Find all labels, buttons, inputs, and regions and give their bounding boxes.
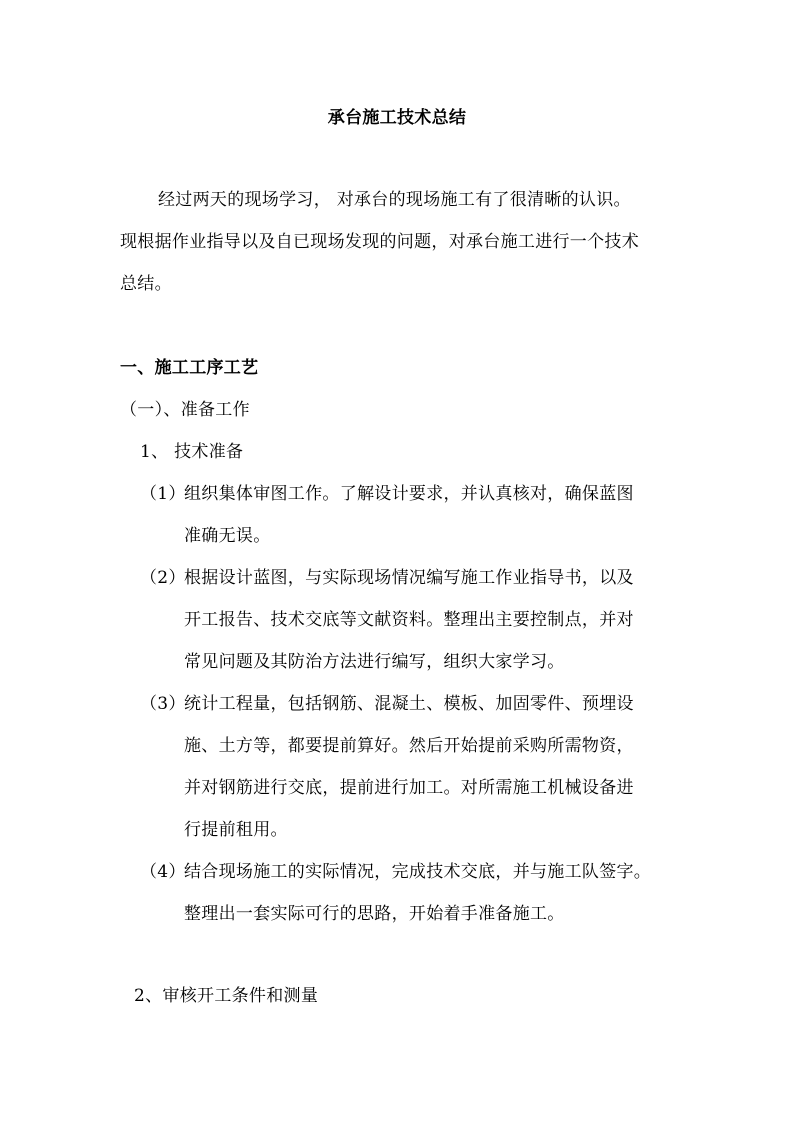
point-line: 开工报告、技术交底等文献资料。整理出主要控制点，并对: [184, 610, 634, 630]
point-line: 整理出一套实际可行的思路，开始着手准备施工。: [184, 904, 565, 924]
point-line: 准确无误。: [184, 526, 271, 546]
intro-line-3: 总结。: [120, 274, 172, 294]
intro-line-1: 经过两天的现场学习， 对承台的现场施工有了很清晰的认识。: [158, 190, 631, 210]
point-line: 施、土方等，都要提前算好。然后开始提前采购所需物资，: [184, 736, 634, 756]
point-line: 常见问题及其防治方法进行编写，组织大家学习。: [184, 652, 565, 672]
item-heading-1: 1、 技术准备: [140, 442, 244, 462]
page-title: 承台施工技术总结: [327, 108, 467, 128]
point-line: 统计工程量，包括钢筋、混凝土、模板、加固零件、预埋设: [184, 694, 634, 714]
point-line: 根据设计蓝图，与实际现场情况编写施工作业指导书，以及: [184, 568, 634, 588]
point-line: 结合现场施工的实际情况，完成技术交底，并与施工队签字。: [184, 862, 652, 882]
section-heading: 一、施工工序工艺: [120, 358, 259, 378]
item-heading-2: 2、审核开工条件和测量: [134, 986, 319, 1006]
point-line: 并对钢筋进行交底，提前进行加工。对所需施工机械设备进: [184, 778, 634, 798]
point-number: （4）: [140, 862, 186, 882]
subsection-heading: （一）、准备工作: [120, 400, 250, 420]
point-number: （2）: [140, 568, 186, 588]
point-line: 组织集体审图工作。了解设计要求，并认真核对，确保蓝图: [184, 484, 634, 504]
intro-line-2: 现根据作业指导以及自已现场发现的问题，对承台施工进行一个技术: [120, 232, 639, 252]
point-number: （3）: [140, 694, 186, 714]
point-number: （1）: [140, 484, 186, 504]
point-line: 行提前租用。: [184, 820, 288, 840]
